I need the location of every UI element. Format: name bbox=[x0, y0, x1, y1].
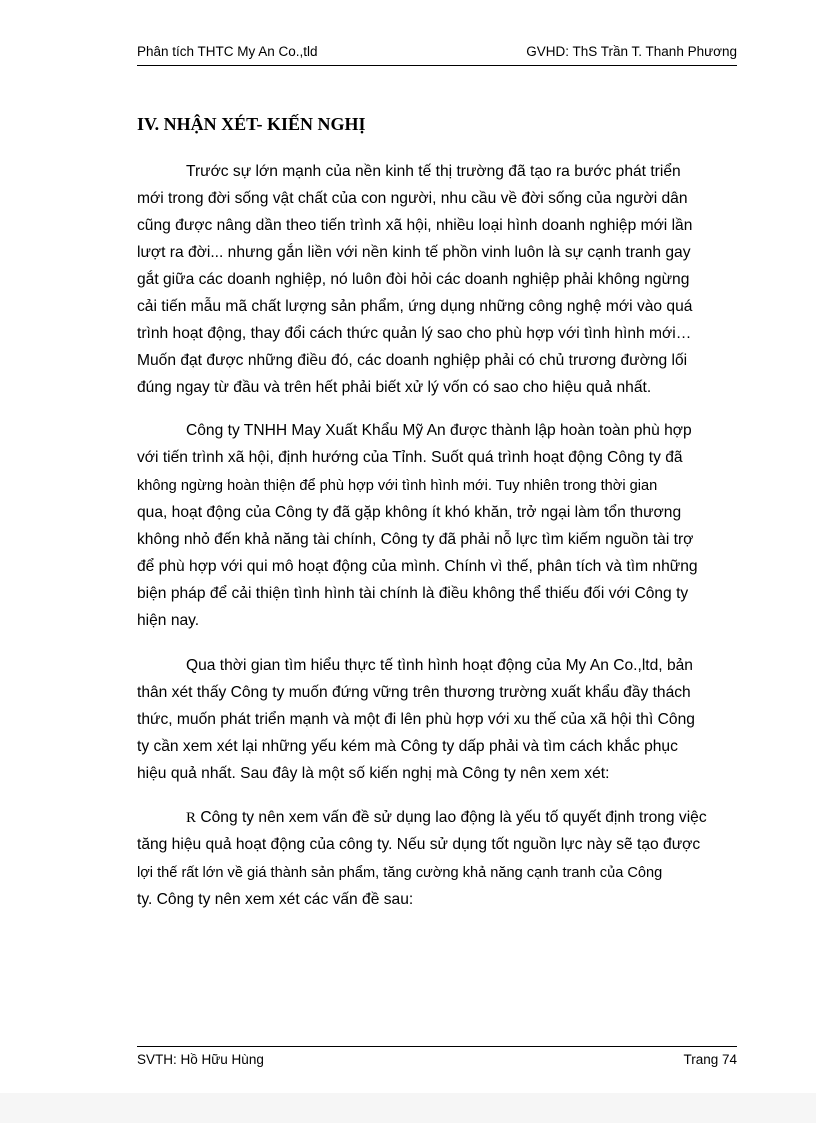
header-rule bbox=[137, 65, 737, 66]
text-line: qua, hoạt động của Công ty đã gặp không ít khó khăn, trở ngại làm tổn thương bbox=[137, 504, 682, 521]
text-line: không ngừng hoàn thiện để phù hợp với tình hình mới. Tuy nhiên trong thời gian bbox=[137, 478, 658, 494]
text-line: đúng ngay từ đầu và trên hết phải biết xử lý vốn có sao cho hiệu quả nhất. bbox=[137, 379, 652, 396]
text-line: Trước sự lớn mạnh của nền kinh tế thị trường đã tạo ra bước phát triển bbox=[186, 163, 681, 180]
text-line: Qua thời gian tìm hiểu thực tế tình hình hoạt động của My An Co.,ltd, bản bbox=[186, 657, 693, 674]
text-line: ty. Công ty nên xem xét các vấn đề sau: bbox=[137, 891, 414, 908]
text-line: biện pháp để cải thiện tình hình tài chính là điều không thể thiếu đối với Công ty bbox=[137, 585, 689, 602]
text-line: lợi thế rất lớn về giá thành sản phẩm, tăng cường khả năng cạnh tranh của Công bbox=[137, 865, 663, 881]
text-line: thức, muốn phát triển mạnh và một đi lên phù hợp với xu thế của xã hội thì Công bbox=[137, 711, 695, 728]
text-line: Công ty TNHH May Xuất Khẩu Mỹ An được thành lập hoàn toàn phù hợp bbox=[186, 422, 692, 439]
text-line: trình hoạt động, thay đổi cách thức quản lý sao cho phù hợp với tình hình mới… bbox=[137, 325, 692, 342]
bullet-line bbox=[186, 808, 707, 828]
text-line: để phù hợp với qui mô hoạt động của mình. Chính vì thế, phân tích và tìm những bbox=[137, 558, 698, 575]
text-line: gắt giữa các doanh nghiệp, nó luôn đòi hỏi các doanh nghiệp phải không ngừng bbox=[137, 271, 690, 288]
text-line: tăng hiệu quả hoạt động của công ty. Nếu sử dụng tốt nguồn lực này sẽ tạo được bbox=[137, 836, 701, 853]
text-line: hiệu quả nhất. Sau đây là một số kiến nghị mà Công ty nên xem xét: bbox=[137, 765, 610, 782]
footer-rule bbox=[137, 1046, 737, 1047]
footer-student: SVTH: Hồ Hữu Hùng bbox=[137, 1052, 264, 1067]
page-number: Trang 74 bbox=[683, 1052, 737, 1067]
text-line: mới trong đời sống vật chất của con người, nhu cầu về đời sống của người dân bbox=[137, 190, 688, 207]
text-line: không nhỏ đến khả năng tài chính, Công ty đã phải nỗ lực tìm kiếm nguồn tài trợ bbox=[137, 531, 694, 548]
text-line: ty cần xem xét lại những yếu kém mà Công ty dấp phải và tìm cách khắc phục bbox=[137, 738, 678, 755]
text-line: với tiến trình xã hội, định hướng của Tỉnh. Suốt quá trình hoạt động Công ty đã bbox=[137, 449, 683, 466]
text-line: Muốn đạt được những điều đó, các doanh nghiệp phải có chủ trương đường lối bbox=[137, 352, 688, 369]
text-line: cũng được nâng dần theo tiến trình xã hội, nhiều loại hình doanh nghiệp mới lần bbox=[137, 217, 693, 234]
bullet-line-text: Công ty nên xem vấn đề sử dụng lao động là yếu tố quyết định trong việc bbox=[196, 809, 707, 826]
text-line: cải tiến mẫu mã chất lượng sản phẩm, ứng dụng những công nghệ mới vào quá bbox=[137, 298, 693, 315]
page-bottom-margin bbox=[0, 1093, 816, 1123]
text-line: hiện nay. bbox=[137, 612, 200, 629]
text-line: thân xét thấy Công ty muốn đứng vững trên thương trường xuất khẩu đầy thách bbox=[137, 684, 691, 701]
text-line: lượt ra đời... nhưng gắn liền với nền kinh tế phồn vinh luôn là sự cạnh tranh gay bbox=[137, 244, 691, 261]
header-supervisor: GVHD: ThS Trần T. Thanh Phương bbox=[526, 44, 737, 59]
bullet-marker-icon: R bbox=[186, 810, 197, 826]
header-course-title: Phân tích THTC My An Co.,tld bbox=[137, 44, 318, 59]
page-header bbox=[137, 44, 737, 64]
page-footer bbox=[137, 1052, 737, 1072]
section-heading: IV. NHẬN XÉT- KIẾN NGHỊ bbox=[137, 114, 366, 134]
